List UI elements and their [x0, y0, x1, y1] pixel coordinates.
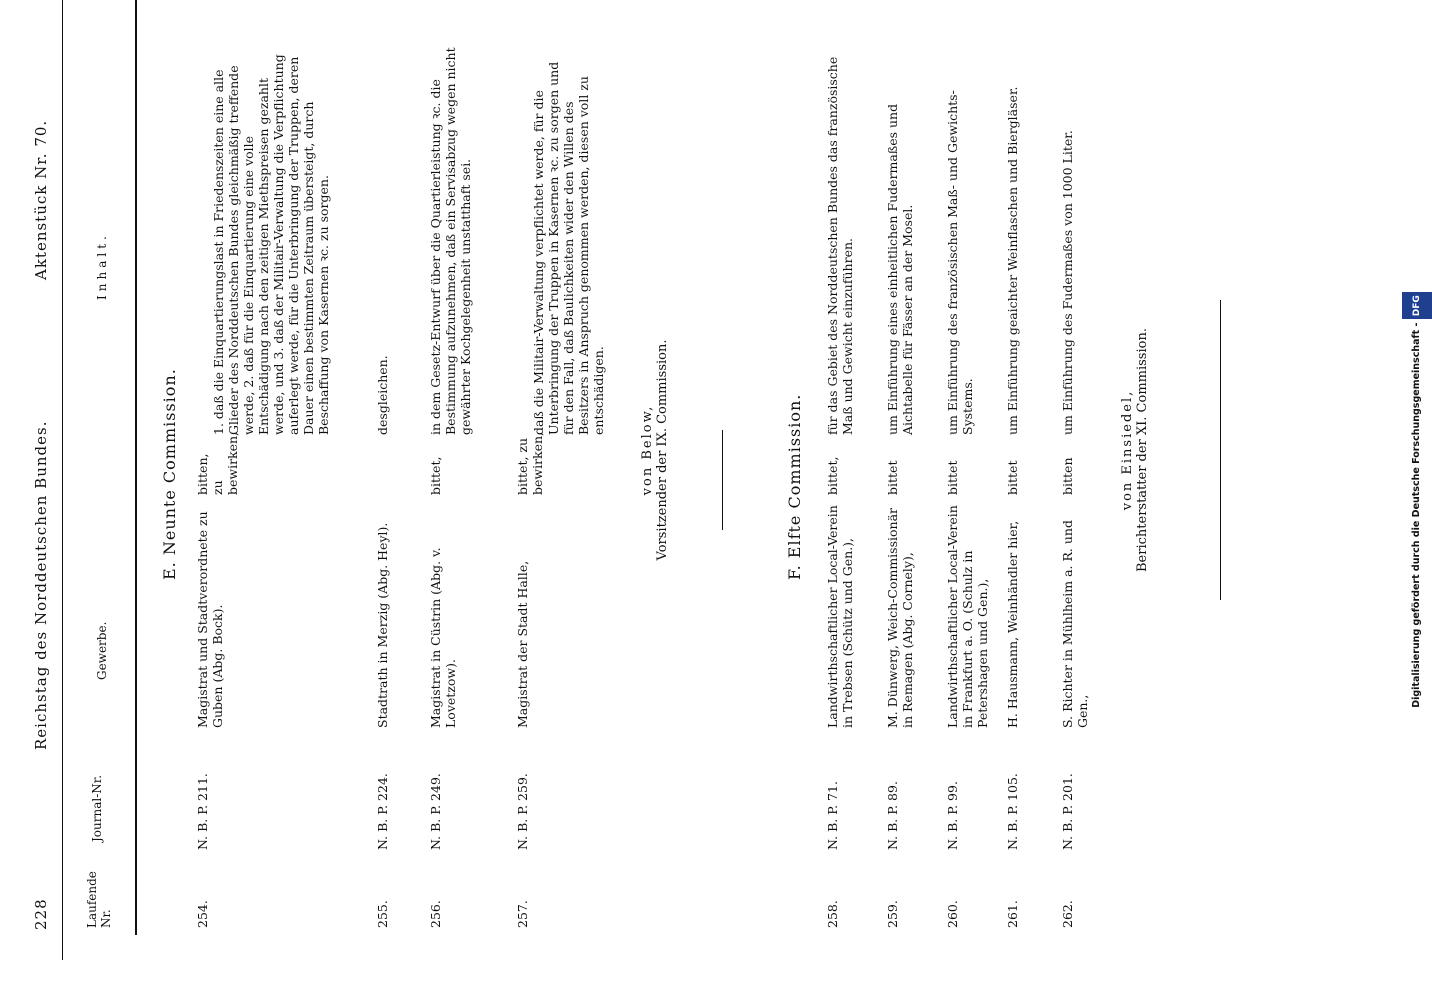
journal-number: N. B. P. 105. — [1005, 773, 1020, 850]
journal-number: N. B. P. 89. — [885, 781, 900, 850]
document-number: Aktenstück Nr. 70. — [32, 119, 50, 280]
request-verb: bittet — [945, 460, 960, 495]
row-number: 262. — [1060, 900, 1075, 928]
row-number: 259. — [885, 900, 900, 928]
journal-number: N. B. P. 71. — [825, 781, 840, 850]
petitioner: Landwirthschaftlicher Local-Verein in Frankfurt a. O. (Schulz in Petershagen und Gen.), — [945, 505, 990, 728]
petition-content: für das Gebiet des Norddeutschen Bundes das französische Maß und Gewicht einzuführen. — [825, 56, 855, 435]
row-number: 257. — [515, 900, 530, 928]
column-heading-journal: Journal-Nr. — [90, 774, 104, 842]
table-row — [825, 0, 875, 1000]
petitioner: Stadtrath in Merzig (Abg. Heyl). — [375, 522, 390, 728]
signatory-name: von Below, — [640, 404, 655, 496]
request-verb: bittet — [885, 460, 900, 495]
table-row — [428, 0, 488, 1000]
digitization-credit — [1402, 0, 1432, 1000]
table-row — [1060, 0, 1100, 1000]
row-number: 258. — [825, 900, 840, 928]
table-row — [195, 0, 355, 1000]
journal-number: N. B. P. 224. — [375, 773, 390, 850]
column-heading-inhalt: Inhalt. — [95, 232, 109, 300]
petitioner: Magistrat und Stadtverordnete zu Guben (Abg. Bock). — [195, 511, 225, 728]
column-heading-rule — [135, 0, 137, 935]
journal-number: N. B. P. 259. — [515, 773, 530, 850]
separator-rule — [722, 430, 723, 530]
petitioner: M. Dünwerg, Weich-Commissionär in Remagen (Abg. Cornely), — [885, 507, 915, 728]
page-title: Reichstag des Norddeutschen Bundes. — [32, 420, 50, 750]
journal-number: N. B. P. 211. — [195, 773, 210, 850]
petition-content: 1. daß die Einquartierungslast in Friedenszeiten eine alle Glieder des Norddeutschen Bundes gleichmäßig treffende werde, 2. daß für die Einquartierung eine volle Entschädigung nach den zeitigen Miethspreisen gezahlt werde, und 3. daß der Militair-Verwaltung die Verpflichtung auferlegt werde, für die Unterbringung der Truppen, deren Dauer einen bestimmten Zeitraum übersteigt, durch Beschaffung von Kasernen ꝛc. zu sorgen. — [211, 54, 331, 435]
row-number: 255. — [375, 900, 390, 928]
petition-content: um Einführung des französischen Maß- und Gewichts-Systems. — [945, 90, 975, 435]
table-row — [1005, 0, 1045, 1000]
signature-block-e — [640, 300, 670, 600]
column-heading-gegenstand: Gewerbe. — [95, 621, 109, 680]
table-row — [885, 0, 935, 1000]
request-verb: bitten, zu bewirken, — [195, 431, 240, 495]
signature-block-f — [1120, 300, 1150, 600]
row-number: 254. — [195, 900, 210, 928]
petitioner: Magistrat in Cüstrin (Abg. v. Lovetzow). — [428, 547, 458, 728]
petition-content: in dem Gesetz-Entwurf über die Quartierleistung ꝛc. die Bestimmung aufzunehmen, daß ein Servisabzug wegen nicht gewährter Kochgelegenheit unstatthaft sei. — [428, 47, 473, 435]
row-number: 260. — [945, 900, 960, 928]
signatory-role: Vorsitzender der IX. Commission. — [655, 339, 670, 561]
table-row — [375, 0, 420, 1000]
petitioner: Magistrat der Stadt Halle, — [515, 560, 530, 728]
signatory-role: Berichterstatter der XI. Commission. — [1135, 328, 1150, 572]
journal-number: N. B. P. 249. — [428, 773, 443, 850]
request-verb: bittet, zu bewirken, — [515, 431, 545, 495]
table-row — [945, 0, 1000, 1000]
row-number: 256. — [428, 900, 443, 928]
request-verb: bittet, — [825, 456, 840, 495]
section-heading-f: F. Elfte Commission. — [785, 393, 804, 580]
digitization-note — [1402, 0, 1432, 1000]
table-row — [515, 0, 615, 1000]
journal-number: N. B. P. 99. — [945, 781, 960, 850]
petition-content: desgleichen. — [375, 355, 390, 435]
request-verb: bitten — [1060, 457, 1075, 495]
header-rule — [62, 0, 63, 960]
request-verb: bittet, — [428, 456, 443, 495]
page-number: 228 — [32, 898, 50, 930]
dfg-logo: DFG — [1402, 292, 1432, 319]
petitioner: H. Hausmann, Weinhändler hier, — [1005, 520, 1020, 728]
petition-content: um Einführung des Fudermaßes von 1000 Liter. — [1060, 130, 1075, 435]
end-rule — [1220, 300, 1221, 600]
digitization-text: Digitalisierung gefördert durch die Deutsche Forschungsgemeinschaft - — [1411, 322, 1422, 708]
column-heading-lfd: Laufende Nr. — [85, 871, 113, 928]
petitioner: S. Richter in Mühlheim a. R. und Gen., — [1060, 520, 1090, 728]
petition-content: daß die Militair-Verwaltung verpflichtet werde, für die Unterbringung der Truppen in Kasernen ꝛc. zu sorgen und für den Fall, daß Baulichkeiten wider den Willen des Besitzers in Anspruch genommen werden, diesen voll zu entschädigen. — [531, 61, 606, 435]
petition-content: um Einführung geaichter Weinflaschen und Biergläser. — [1005, 86, 1020, 435]
journal-number: N. B. P. 201. — [1060, 773, 1075, 850]
petition-content: um Einführung eines einheitlichen Fudermaßes und Aichtabelle für Fässer an der Mosel. — [885, 103, 915, 435]
signatory-name: von Einsiedel, — [1120, 389, 1135, 511]
section-heading-e: E. Neunte Commission. — [160, 368, 179, 580]
row-number: 261. — [1005, 900, 1020, 928]
request-verb: bittet — [1005, 460, 1020, 495]
petitioner: Landwirthschaftlicher Local-Verein in Trebsen (Schütz und Gen.), — [825, 505, 855, 728]
